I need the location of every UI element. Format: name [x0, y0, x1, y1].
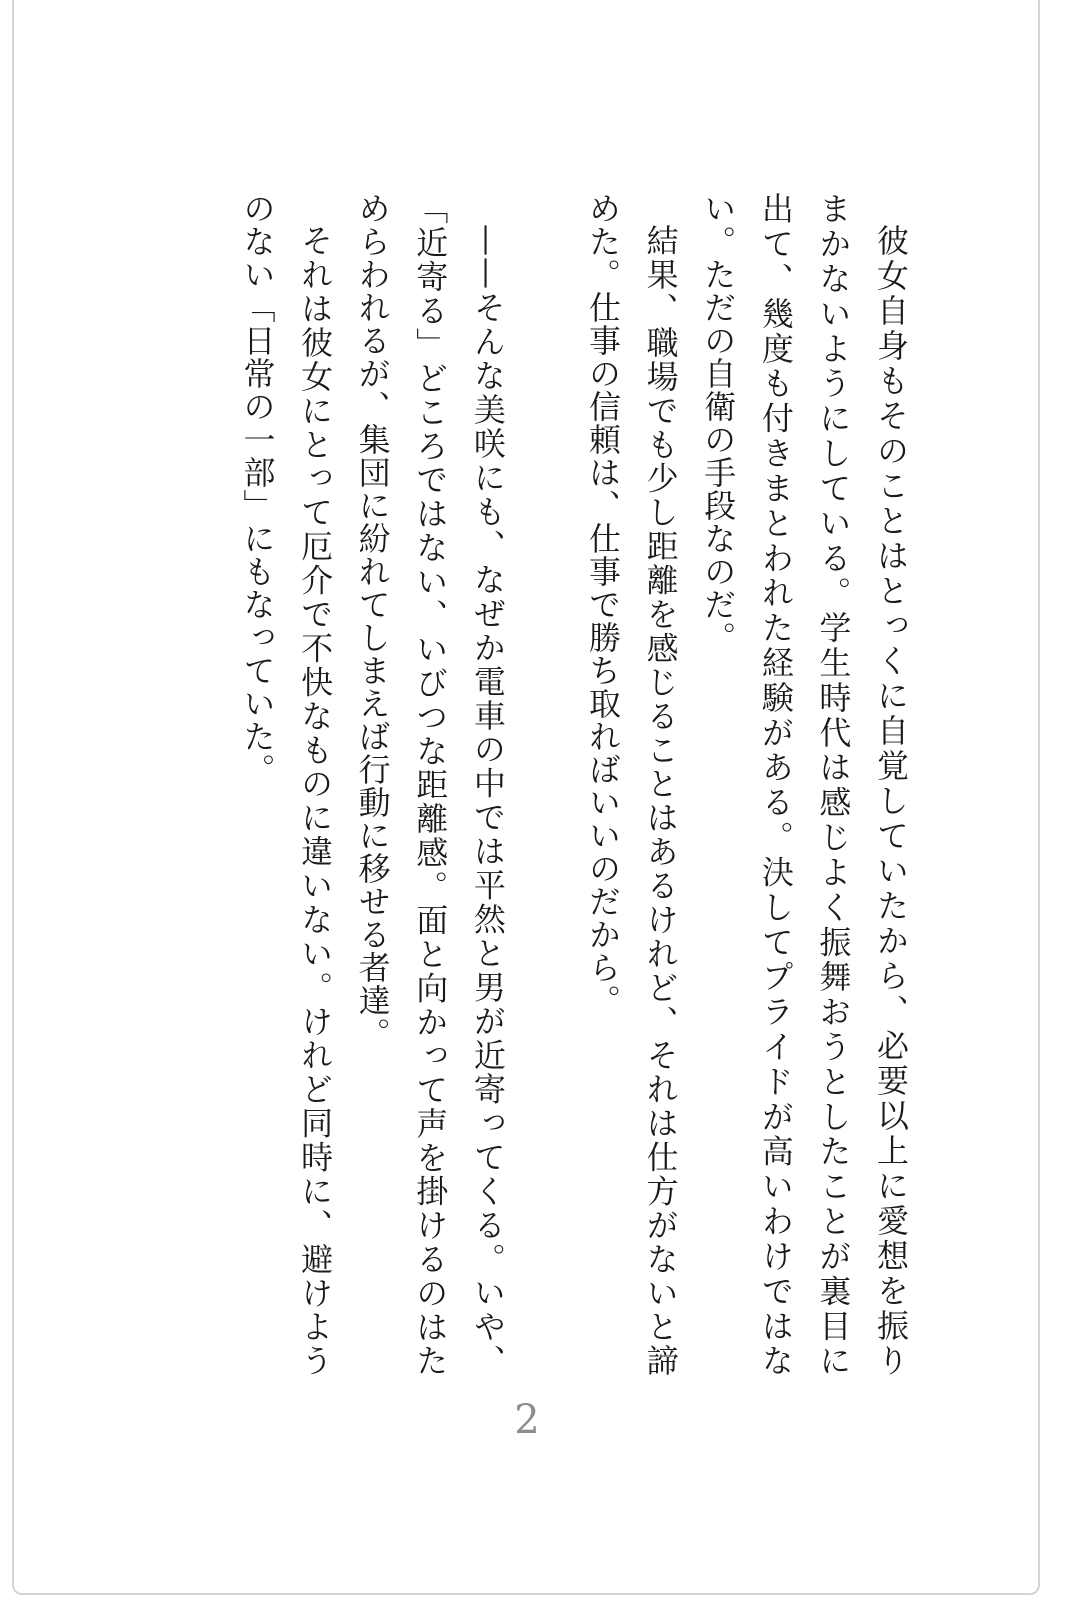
text-line: のない「日常の一部」にもなっていた。 [238, 192, 277, 786]
text-line: 「近寄る」どころではない、いびつな距離感。面と向かって声を掛けるのはた [411, 192, 450, 1377]
paragraph [573, 192, 688, 1377]
text-line: まかないようにしている。学生時代は感じよく振舞おうとしたことが裏目に [814, 192, 853, 1377]
text-line: い。ただの自衛の手段なのだ。 [699, 192, 738, 654]
body-text [228, 192, 919, 1377]
text-line: ——そんな美咲にも、なぜか電車の中では平然と男が近寄ってくる。いや、 [468, 224, 507, 1377]
text-line: めた。仕事の信頼は、仕事で勝ち取ればいいのだから。 [584, 192, 623, 1017]
paragraph [343, 192, 516, 1377]
paragraph [689, 192, 919, 1377]
text-line: それは彼女にとって厄介で不快なものに違いない。けれど同時に、避けよう [296, 224, 335, 1377]
section [228, 192, 516, 1377]
text-line: 結果、職場でも少し距離を感じることはあるけれど、それは仕方がないと諦 [641, 224, 680, 1377]
section [573, 192, 919, 1377]
page-number: 2 [514, 1397, 540, 1443]
text-line: 出て、幾度も付きまとわれた経験がある。決してプライドが高いわけではな [756, 192, 795, 1377]
text-line: めらわれるが、集団に紛れてしまえば行動に移せる者達。 [353, 192, 392, 1050]
text-line: 彼女自身もそのことはとっくに自覚していたから、必要以上に愛想を振り [872, 224, 910, 1377]
paragraph [228, 192, 343, 1377]
